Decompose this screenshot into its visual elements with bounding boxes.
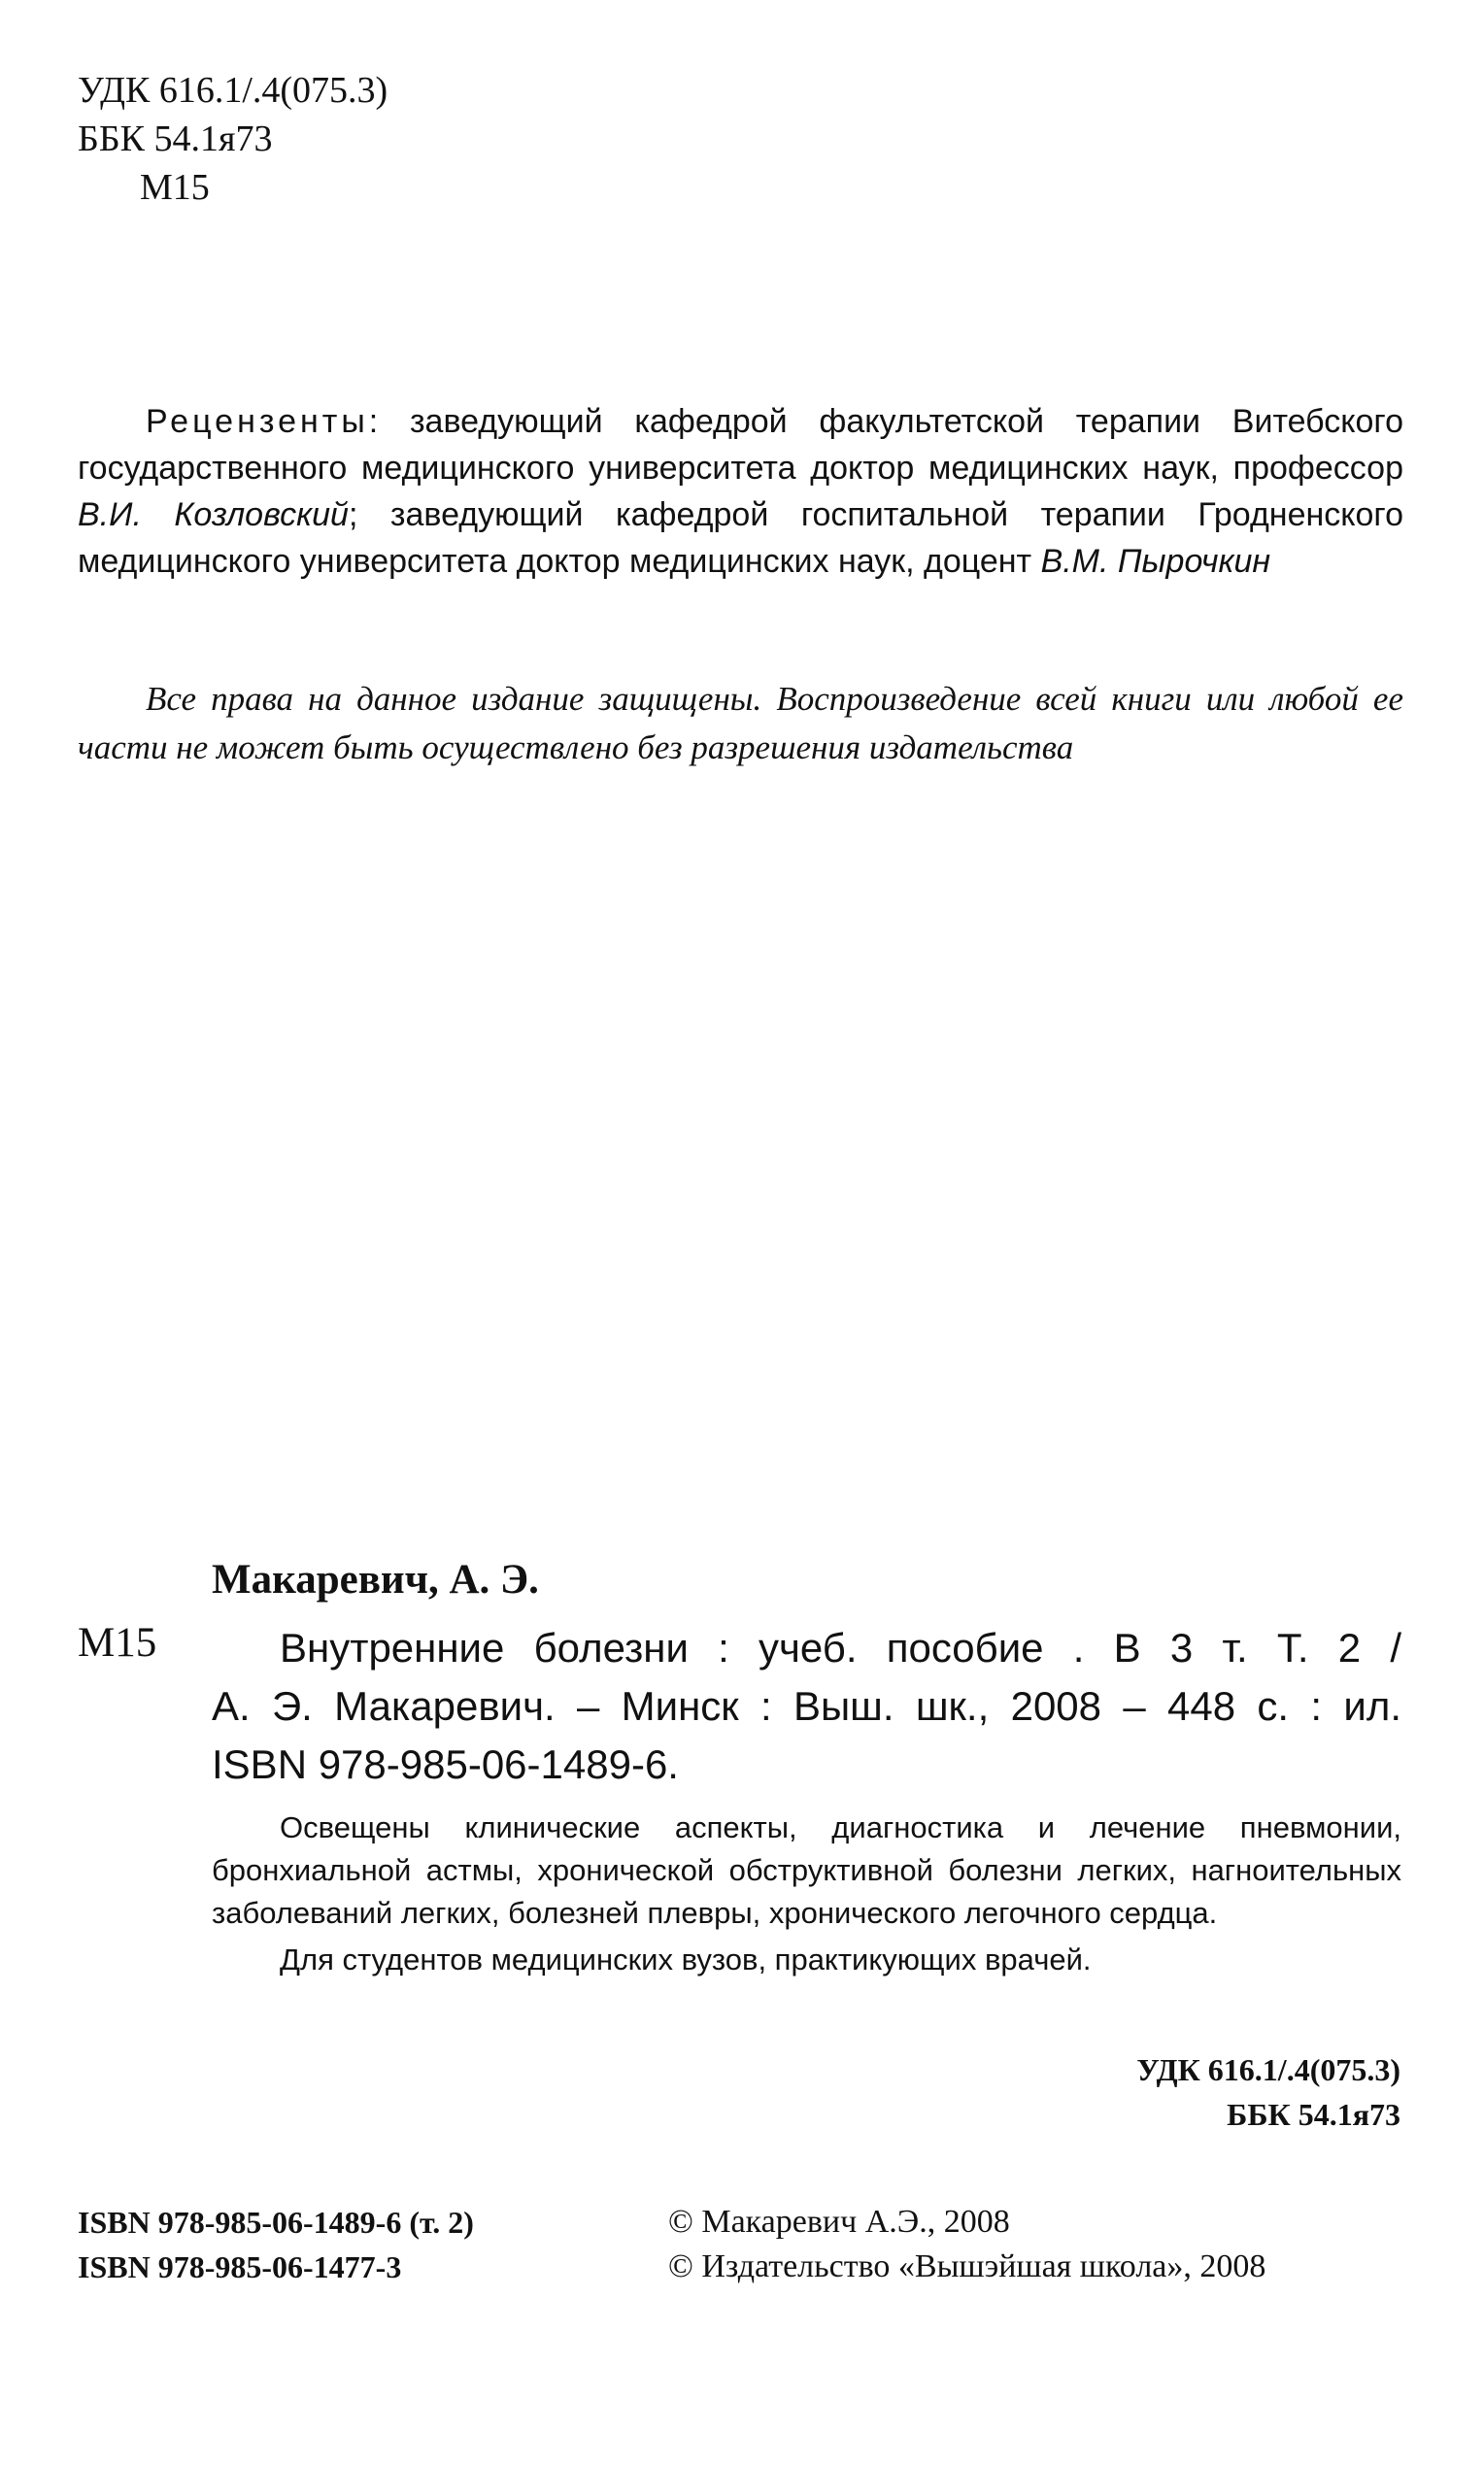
- record-title-line: Внутренние болезни : учеб. пособие . В 3 т. Т. 2 /: [280, 1625, 1401, 1671]
- copyright-author: © Макаревич А.Э., 2008: [668, 2204, 1010, 2240]
- audience-paragraph: Для студентов медицинских вузов, практикующих врачей.: [280, 1942, 1092, 1976]
- classification-block: [78, 66, 388, 212]
- annotation-paragraph: Освещены клинические аспекты, диагностика и лечение пневмонии, бронхиальной астмы, хронической обструктивной болезни легких, нагноительных заболеваний легких, болезней плевры, хронического легочного сердца.: [212, 1810, 1401, 1930]
- reviewers-label: Рецензенты: [146, 403, 369, 440]
- reviewer-name-1: В.И. Козловский: [78, 496, 349, 533]
- udk-code: УДК 616.1/.4(075.3): [78, 70, 388, 111]
- footer-bbk-code: ББК 54.1я73: [1227, 2097, 1400, 2132]
- copyright-publisher: © Издательство «Вышэйшая школа», 2008: [668, 2248, 1266, 2284]
- reviewer-name-2: В.М. Пырочкин: [1040, 543, 1271, 580]
- reviewers-block: [78, 398, 1403, 585]
- reviewers-text-2: ; заведующий кафедрой госпитальной терапии Гродненского медицинского университета доктор медицинских наук, доцент: [78, 496, 1403, 580]
- reviewers-paragraph: [78, 398, 1403, 585]
- record-imprint-line: А. Э. Макаревич. – Минск : Выш. шк., 2008 – 448 с. : ил.: [212, 1683, 1401, 1729]
- footer-udk-code: УДК 616.1/.4(075.3): [1136, 2052, 1400, 2087]
- isbn-set: ISBN 978-985-06-1477-3: [78, 2249, 402, 2284]
- author-heading: Макаревич, А. Э.: [212, 1557, 539, 1603]
- bibliographic-description: [212, 1619, 1401, 1794]
- rights-notice: Все права на данное издание защищены. Воспроизведение всей книги или любой ее части не может быть осуществлено без разрешения издательства: [78, 680, 1403, 766]
- record-isbn-line: ISBN 978-985-06-1489-6.: [212, 1741, 679, 1787]
- bbk-code: ББК 54.1я73: [78, 118, 273, 159]
- cutter-code: М15: [140, 167, 210, 208]
- rights-notice-block: [78, 675, 1403, 772]
- annotation-block: [212, 1807, 1401, 1981]
- codes-footer: [1136, 2047, 1400, 2137]
- isbn-list: [78, 2200, 474, 2289]
- record-cutter-code: М15: [78, 1620, 157, 1666]
- copyright-list: [668, 2200, 1265, 2289]
- isbn-volume: ISBN 978-985-06-1489-6 (т. 2): [78, 2205, 474, 2240]
- reviewers-text-1: : заведующий кафедрой факультетской терапии Витебского государственного медицинского университета доктор медицинских наук, профессор: [78, 403, 1403, 487]
